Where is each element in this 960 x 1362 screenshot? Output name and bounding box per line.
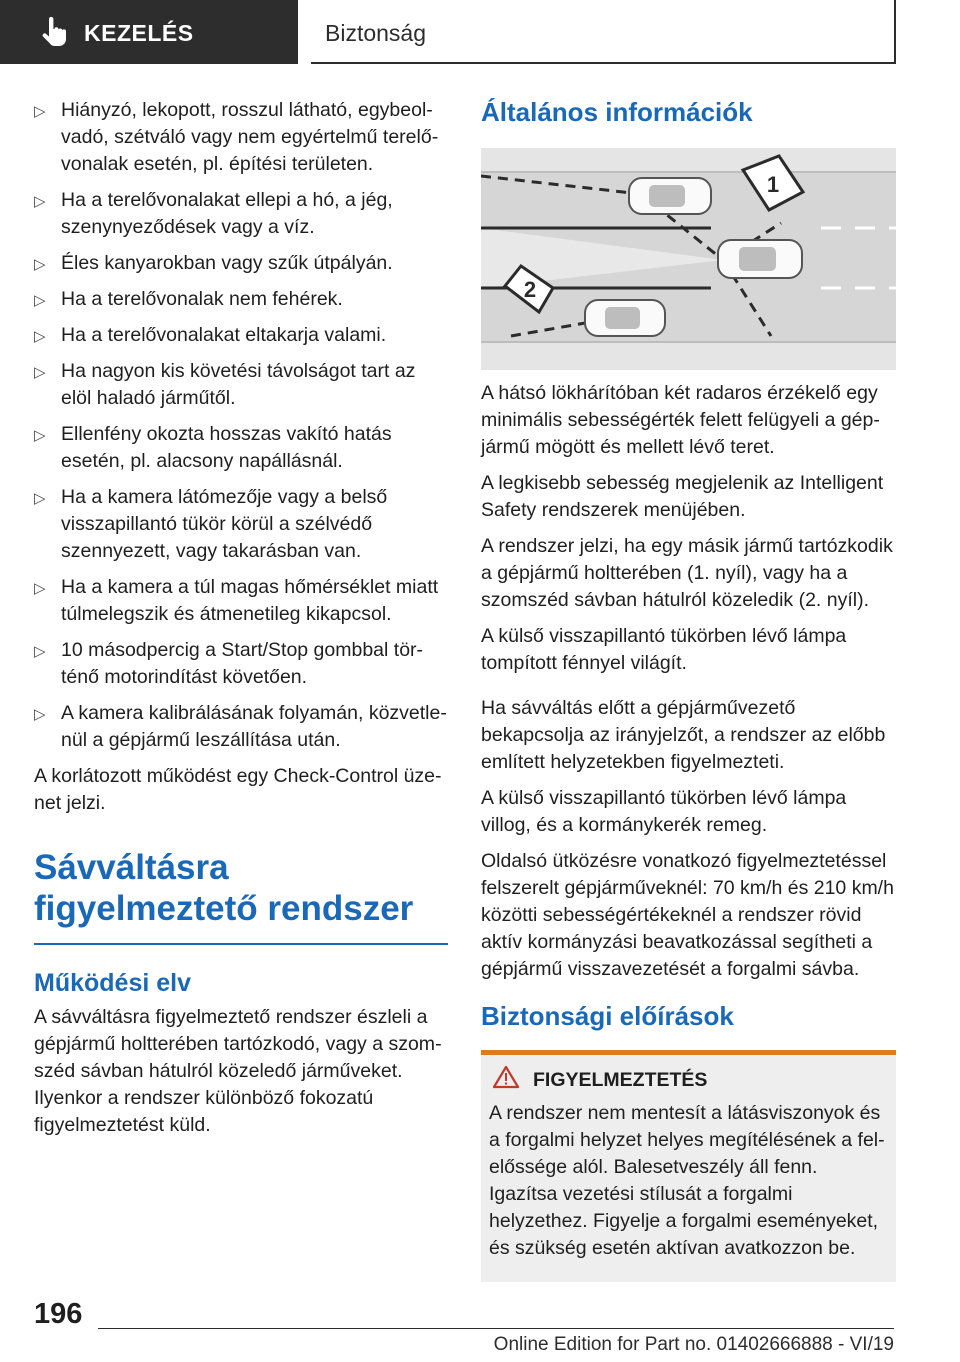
svg-text:1: 1 — [766, 172, 780, 197]
triangle-bullet-icon: ▷ — [34, 292, 46, 309]
paragraph: A hátsó lökhárítóban két radaros érzékelő egy minimális sebességérték felett felügyeli a gépjármű mögött és mellett lévő teret. — [481, 382, 880, 458]
general-info-title: Általános információk — [481, 97, 753, 127]
car-icon — [585, 300, 665, 336]
paragraph: A külső visszapillantó tükörben lévő lámpa tompított fénnyel világít. — [481, 625, 847, 674]
triangle-bullet-icon: ▷ — [34, 490, 46, 507]
paragraph: A rendszer jelzi, ha egy másik jármű tartózkodik a gépjármű holtterében (1. nyíl), vagy ha a szomszéd sávban hátulról közeledik (2. nyíl). — [481, 535, 893, 611]
right-column — [481, 97, 896, 1282]
warning-box — [481, 1050, 896, 1282]
list-item: ▷ Ha a kamera a túl magas hőmérséklet miatt túlmelegszik és átmenetileg kikapcsol. — [34, 576, 439, 625]
paragraph: Ha sávváltás előtt a gépjárművezető bekapcsolja az irányjelzőt, a rendszer az előbb említett helyzetekben figyelmezteti. — [481, 697, 886, 773]
left-column — [34, 97, 448, 1148]
svg-text:2: 2 — [523, 277, 537, 302]
page-title: Sávváltásra figyelmeztető rendszer — [34, 848, 414, 928]
chapter-tab — [0, 0, 298, 64]
principle-text: A sávváltásra figyelmeztető rendszer észleli a gépjármű holtterében tartózkodó, vagy a szomszéd sávban hátulról közeledő járműveket. Ilyenkor a rendszer különböző fokozatú figyelmeztetést küld. — [34, 1006, 442, 1136]
limitation-list — [34, 97, 448, 754]
list-item: ▷ 10 másodpercig a Start/Stop gombbal történő motorindítást követően. — [34, 639, 424, 688]
pointing-hand-icon — [40, 17, 68, 47]
list-item: ▷ Hiányzó, lekopott, rosszul látható, egybeolvadó, szétváló vagy nem egyértelmű terelővonalak esetén, pl. építési területen. — [34, 99, 439, 175]
list-item: ▷ Ha a terelővonalak nem fehérek. — [34, 286, 448, 313]
triangle-bullet-icon: ▷ — [34, 580, 46, 597]
triangle-bullet-icon: ▷ — [34, 427, 46, 444]
list-item: ▷ Éles kanyarokban vagy szűk útpályán. — [34, 250, 448, 277]
triangle-bullet-icon: ▷ — [34, 193, 46, 210]
list-item: ▷ Ha a terelővonalakat ellepi a hó, a jég, szenynyeződések vagy a víz. — [34, 189, 393, 238]
list-item: ▷ Ellenfény okozta hosszas vakító hatás esetén, pl. alacsony napállásnál. — [34, 423, 392, 472]
car-icon — [718, 240, 802, 278]
section-label: Biztonság — [325, 20, 427, 46]
paragraph: Oldalsó ütközésre vonatkozó figyelmeztetéssel felszerelt gépjárműveknél: 70 km/h és 210 km/h közötti sebességértékeknél a rendszer rövid aktív kormányzási beavatkozással segítheti a gépjármű visszavezetését a forgalmi sávba. — [481, 850, 894, 980]
safety-title: Biztonsági előírások — [481, 1001, 734, 1031]
warning-title: FIGYELMEZTETÉS — [533, 1069, 888, 1092]
list-item: ▷ Ha a terelővonalakat eltakarja valami. — [34, 322, 448, 349]
list-item: ▷ Ha nagyon kis követési távolságot tart az elöl haladó járműtől. — [34, 360, 416, 409]
triangle-bullet-icon: ▷ — [34, 364, 46, 381]
warning-text: A rendszer nem mentesít a látásviszonyok és a forgalmi helyzet helyes megítélésének a felelőssége alól. Balesetveszély áll fenn. Igazítsa vezetési stílusát a forgalmi helyzethez. Figyelje a forgalmi eseményeket, és szükség esetén aktívan avatkozzon be. — [489, 1102, 885, 1259]
car-icon — [629, 178, 711, 214]
footer-divider — [98, 1328, 894, 1329]
page-number: 196 — [34, 1298, 83, 1330]
triangle-bullet-icon: ▷ — [34, 103, 46, 120]
triangle-bullet-icon: ▷ — [34, 643, 46, 660]
list-item: ▷ A kamera kalibrálásának folyamán, közvetlenül a gépjármű leszállítása után. — [34, 702, 447, 751]
title-divider — [34, 943, 448, 945]
edition-text: Online Edition for Part no. 01402666888 - VI/19 — [493, 1334, 894, 1355]
paragraph: A külső visszapillantó tükörben lévő lámpa villog, és a kormánykerék remeg. — [481, 787, 847, 836]
check-control-note: A korlátozott működést egy Check-Control üzenet jelzi. — [34, 765, 442, 814]
triangle-bullet-icon: ▷ — [34, 328, 46, 345]
chapter-label: KEZELÉS — [84, 20, 194, 46]
list-item: ▷ Ha a kamera látómezője vagy a belső visszapillantó tükör körül a szélvédő szennyezett, vagy takarásban van. — [34, 486, 388, 562]
subsection-title: Működési elv — [34, 969, 191, 997]
section-header — [311, 0, 896, 64]
lane-change-illustration — [481, 148, 896, 370]
warning-triangle-icon — [493, 1065, 519, 1089]
triangle-bullet-icon: ▷ — [34, 256, 46, 273]
paragraph: A legkisebb sebesség megjelenik az Intelligent Safety rendszerek menüjében. — [481, 472, 884, 521]
triangle-bullet-icon: ▷ — [34, 706, 46, 723]
